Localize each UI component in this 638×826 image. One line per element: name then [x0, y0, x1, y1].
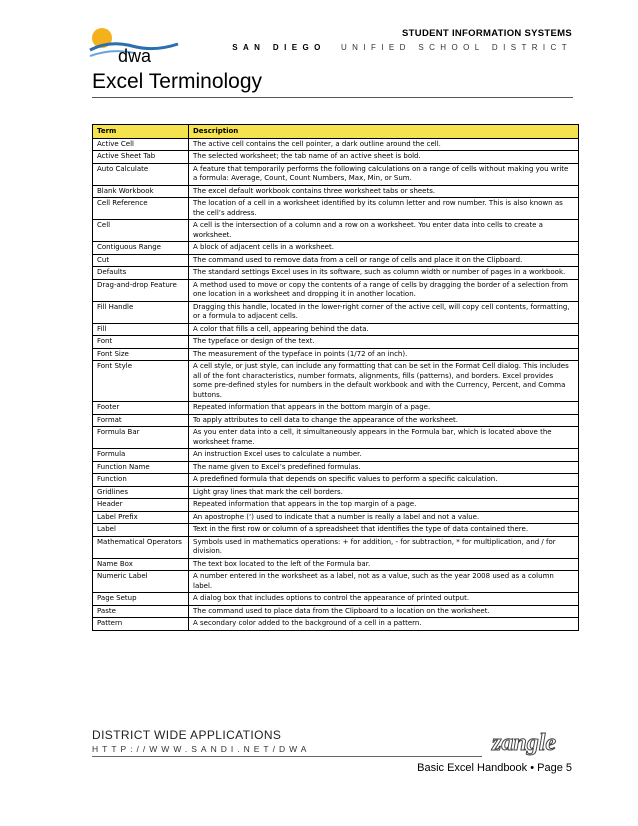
table-header-row — [93, 125, 579, 139]
description-cell: As you enter data into a cell, it simultaneously appears in the Formula bar, which is located above the worksheet frame. — [189, 427, 579, 449]
description-cell: A secondary color added to the background of a cell in a pattern. — [189, 618, 579, 631]
description-cell: To apply attributes to cell data to change the appearance of the worksheet. — [189, 414, 579, 427]
term-cell: Font — [93, 336, 189, 349]
term-cell: Formula Bar — [93, 427, 189, 449]
dwa-logo — [88, 26, 180, 64]
description-cell: An instruction Excel uses to calculate a number. — [189, 449, 579, 462]
term-cell: Cell Reference — [93, 198, 189, 220]
table-row — [93, 499, 579, 512]
table-row — [93, 414, 579, 427]
description-cell: The active cell contains the cell pointer, a dark outline around the cell. — [189, 138, 579, 151]
table-row — [93, 185, 579, 198]
logo-text: dwa — [118, 46, 152, 64]
table-row — [93, 474, 579, 487]
org-district-line — [232, 43, 572, 52]
term-cell: Function — [93, 474, 189, 487]
description-cell: Symbols used in mathematics operations: + for addition, - for subtraction, * for multiplication, and / for division. — [189, 536, 579, 558]
table-row — [93, 138, 579, 151]
table-row — [93, 220, 579, 242]
term-cell: Fill — [93, 323, 189, 336]
term-cell: Cut — [93, 254, 189, 267]
table-row — [93, 605, 579, 618]
description-cell: A predefined formula that depends on specific values to perform a specific calculation. — [189, 474, 579, 487]
term-cell: Label Prefix — [93, 511, 189, 524]
footer-url[interactable]: HTTP://WWW.SANDI.NET/DWA — [92, 744, 311, 754]
brand-text: zangle — [492, 730, 557, 756]
table-row — [93, 536, 579, 558]
term-cell: Cell — [93, 220, 189, 242]
description-cell: A cell style, or just style, can include any formatting that can be set in the Format Cell dialog. This includes all of the font characteristics, number formats, alignments, fills (patterns), and borders. Excel provides some pre-defined styles for numbers in the default workbook and with the Currency, Percent, and Comma buttons. — [189, 361, 579, 402]
term-cell: Name Box — [93, 558, 189, 571]
table-row — [93, 163, 579, 185]
term-cell: Paste — [93, 605, 189, 618]
term-cell: Gridlines — [93, 486, 189, 499]
description-cell: Text in the first row or column of a spreadsheet that identifies the type of data contained there. — [189, 524, 579, 537]
term-cell: Pattern — [93, 618, 189, 631]
description-cell: The text box located to the left of the Formula bar. — [189, 558, 579, 571]
description-cell: The command used to place data from the Clipboard to a location on the worksheet. — [189, 605, 579, 618]
term-cell: Defaults — [93, 267, 189, 280]
term-cell: Blank Workbook — [93, 185, 189, 198]
term-cell: Active Cell — [93, 138, 189, 151]
table-row — [93, 558, 579, 571]
description-cell: The command used to remove data from a cell or range of cells and place it on the Clipboard. — [189, 254, 579, 267]
organization-block — [232, 28, 572, 52]
title-divider — [92, 97, 573, 98]
table-row — [93, 267, 579, 280]
description-cell: A cell is the intersection of a column and a row on a worksheet. You enter data into cells to create a worksheet. — [189, 220, 579, 242]
description-cell: A feature that temporarily performs the following calculations on a range of cells without making you write a formula: Average, Count, Count Numbers, Max, Min, or Sum. — [189, 163, 579, 185]
term-cell: Header — [93, 499, 189, 512]
table-row — [93, 279, 579, 301]
table-row — [93, 427, 579, 449]
description-cell: A color that fills a cell, appearing behind the data. — [189, 323, 579, 336]
description-cell: The standard settings Excel uses in its software, such as column width or number of pages in a workbook. — [189, 267, 579, 280]
table-row — [93, 402, 579, 415]
description-cell: Dragging this handle, located in the lower-right corner of the active cell, will copy cell contents, formatting, or a formula to adjacent cells. — [189, 301, 579, 323]
description-cell: The selected worksheet; the tab name of an active sheet is bold. — [189, 151, 579, 164]
page-number-label: Basic Excel Handbook • Page 5 — [417, 762, 572, 774]
table-row — [93, 618, 579, 631]
footer-app-name: DISTRICT WIDE APPLICATIONS — [92, 728, 282, 742]
table-row — [93, 198, 579, 220]
page-header — [0, 0, 638, 80]
table-row — [93, 593, 579, 606]
column-header-description: Description — [189, 125, 579, 139]
term-cell: Font Size — [93, 348, 189, 361]
term-cell: Fill Handle — [93, 301, 189, 323]
table-row — [93, 323, 579, 336]
table-row — [93, 151, 579, 164]
term-cell: Auto Calculate — [93, 163, 189, 185]
table-row — [93, 511, 579, 524]
description-cell: A block of adjacent cells in a worksheet. — [189, 242, 579, 255]
term-cell: Format — [93, 414, 189, 427]
footer-divider — [92, 756, 482, 757]
term-cell: Font Style — [93, 361, 189, 402]
org-district: UNIFIED SCHOOL DISTRICT — [340, 43, 572, 52]
term-cell: Numeric Label — [93, 571, 189, 593]
description-cell: A number entered in the worksheet as a label, not as a value, such as the year 2008 used as a column label. — [189, 571, 579, 593]
org-title: STUDENT INFORMATION SYSTEMS — [402, 28, 572, 39]
column-header-term: Term — [93, 125, 189, 139]
table-row — [93, 461, 579, 474]
term-cell: Function Name — [93, 461, 189, 474]
table-row — [93, 524, 579, 537]
table-row — [93, 486, 579, 499]
description-cell: The location of a cell in a worksheet identified by its column letter and row number. This is also known as the cell’s address. — [189, 198, 579, 220]
terminology-table — [92, 124, 579, 631]
term-cell: Formula — [93, 449, 189, 462]
description-cell: The measurement of the typeface in points (1/72 of an inch). — [189, 348, 579, 361]
zangle-logo — [490, 726, 572, 762]
term-cell: Label — [93, 524, 189, 537]
term-cell: Page Setup — [93, 593, 189, 606]
description-cell: The typeface or design of the text. — [189, 336, 579, 349]
table-row — [93, 449, 579, 462]
table-row — [93, 361, 579, 402]
term-cell: Footer — [93, 402, 189, 415]
description-cell: Light gray lines that mark the cell borders. — [189, 486, 579, 499]
term-cell: Mathematical Operators — [93, 536, 189, 558]
description-cell: The excel default workbook contains three worksheet tabs or sheets. — [189, 185, 579, 198]
table-row — [93, 348, 579, 361]
description-cell: Repeated information that appears in the top margin of a page. — [189, 499, 579, 512]
description-cell: Repeated information that appears in the bottom margin of a page. — [189, 402, 579, 415]
org-city: SAN DIEGO — [232, 43, 326, 52]
table-row — [93, 301, 579, 323]
description-cell: A dialog box that includes options to control the appearance of printed output. — [189, 593, 579, 606]
table-row — [93, 336, 579, 349]
table-row — [93, 254, 579, 267]
table-row — [93, 571, 579, 593]
term-cell: Active Sheet Tab — [93, 151, 189, 164]
table-row — [93, 242, 579, 255]
description-cell: An apostrophe (‘) used to indicate that a number is really a label and not a value. — [189, 511, 579, 524]
description-cell: A method used to move or copy the contents of a range of cells by dragging the border of a selection from one location in a worksheet and dropping it in another location. — [189, 279, 579, 301]
description-cell: The name given to Excel’s predefined formulas. — [189, 461, 579, 474]
page-title: Excel Terminology — [92, 70, 263, 93]
term-cell: Contiguous Range — [93, 242, 189, 255]
term-cell: Drag-and-drop Feature — [93, 279, 189, 301]
